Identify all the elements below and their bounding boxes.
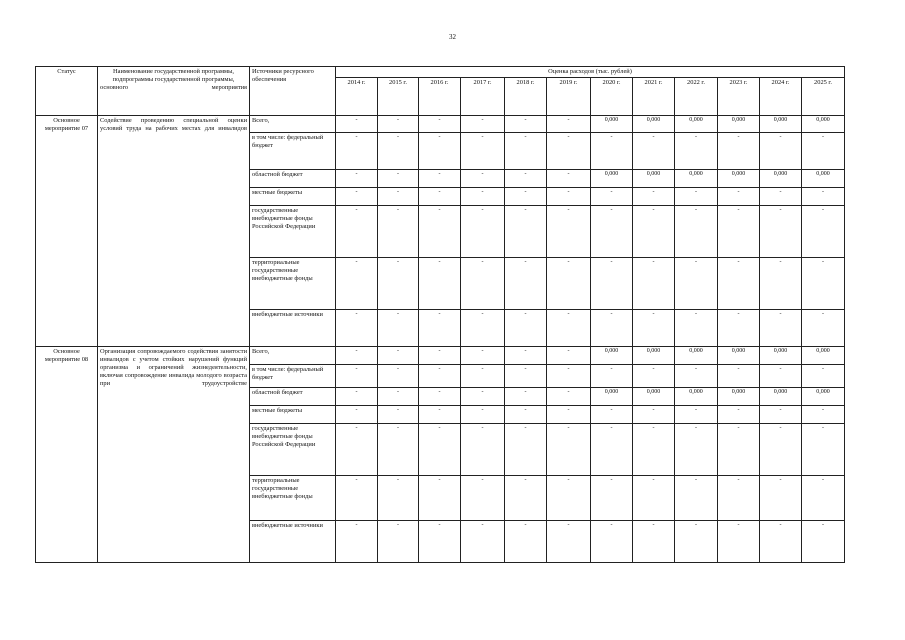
header-year: 2016 г. <box>419 78 461 116</box>
value-cell: - <box>760 424 802 476</box>
value-cell: - <box>336 388 378 406</box>
value-cell: - <box>760 133 802 170</box>
value-cell: 0,000 <box>760 388 802 406</box>
value-cell: - <box>547 388 591 406</box>
value-cell: - <box>675 310 718 347</box>
value-cell: - <box>760 521 802 563</box>
value-cell: - <box>461 188 505 206</box>
value-cell: - <box>505 133 547 170</box>
value-cell: 0,000 <box>591 347 633 365</box>
value-cell: 0,000 <box>675 170 718 188</box>
source-cell: территориальные государственные внебюджетные фонды <box>250 258 336 310</box>
value-cell: - <box>461 170 505 188</box>
value-cell: - <box>505 521 547 563</box>
value-cell: - <box>419 521 461 563</box>
value-cell: - <box>336 424 378 476</box>
source-cell: государственные внебюджетные фонды Российской Федерации <box>250 424 336 476</box>
value-cell: - <box>633 206 675 258</box>
value-cell: - <box>547 170 591 188</box>
value-cell: - <box>633 476 675 521</box>
value-cell: - <box>461 116 505 133</box>
value-cell: - <box>419 133 461 170</box>
value-cell: - <box>718 206 760 258</box>
value-cell: - <box>718 521 760 563</box>
value-cell: - <box>802 406 845 424</box>
measure-name-cell: Содействие проведению специальной оценки условий труда на рабочих местах для инвалидов <box>98 116 250 347</box>
value-cell: - <box>461 310 505 347</box>
value-cell: - <box>633 521 675 563</box>
header-year: 2023 г. <box>718 78 760 116</box>
value-cell: - <box>802 310 845 347</box>
value-cell: - <box>591 365 633 388</box>
value-cell: - <box>505 365 547 388</box>
value-cell: - <box>591 424 633 476</box>
header-year: 2025 г. <box>802 78 845 116</box>
value-cell: 0,000 <box>633 388 675 406</box>
value-cell: 0,000 <box>718 347 760 365</box>
value-cell: - <box>633 133 675 170</box>
value-cell: - <box>378 347 419 365</box>
value-cell: - <box>378 188 419 206</box>
value-cell: - <box>591 258 633 310</box>
value-cell: - <box>547 347 591 365</box>
value-cell: - <box>675 406 718 424</box>
value-cell: - <box>336 206 378 258</box>
value-cell: - <box>718 476 760 521</box>
header-estimate: Оценка расходов (тыс. рублей) <box>336 67 845 78</box>
value-cell: - <box>591 206 633 258</box>
value-cell: - <box>675 521 718 563</box>
value-cell: - <box>336 310 378 347</box>
value-cell: 0,000 <box>591 388 633 406</box>
value-cell: - <box>505 347 547 365</box>
value-cell: - <box>336 521 378 563</box>
budget-table <box>35 66 845 563</box>
value-cell: - <box>336 406 378 424</box>
table-row <box>36 116 845 133</box>
value-cell: - <box>378 388 419 406</box>
value-cell: - <box>461 347 505 365</box>
value-cell: 0,000 <box>760 170 802 188</box>
value-cell: - <box>718 133 760 170</box>
source-cell: областной бюджет <box>250 388 336 406</box>
status-cell: Основное мероприятие 07 <box>36 116 98 347</box>
value-cell: - <box>378 170 419 188</box>
value-cell: 0,000 <box>760 347 802 365</box>
value-cell: - <box>760 476 802 521</box>
value-cell: - <box>505 476 547 521</box>
value-cell: - <box>591 188 633 206</box>
value-cell: - <box>675 133 718 170</box>
value-cell: - <box>336 116 378 133</box>
value-cell: - <box>633 188 675 206</box>
value-cell: - <box>505 310 547 347</box>
source-cell: местные бюджеты <box>250 406 336 424</box>
header-year: 2019 г. <box>547 78 591 116</box>
value-cell: - <box>760 365 802 388</box>
value-cell: 0,000 <box>802 170 845 188</box>
value-cell: - <box>802 188 845 206</box>
value-cell: - <box>802 476 845 521</box>
source-cell: в том числе: федеральный бюджет <box>250 133 336 170</box>
value-cell: - <box>547 310 591 347</box>
value-cell: - <box>419 310 461 347</box>
value-cell: - <box>547 116 591 133</box>
value-cell: - <box>547 188 591 206</box>
value-cell: - <box>547 424 591 476</box>
source-cell: внебюджетные источники <box>250 521 336 563</box>
value-cell: - <box>591 406 633 424</box>
value-cell: - <box>461 365 505 388</box>
value-cell: - <box>802 365 845 388</box>
value-cell: - <box>378 310 419 347</box>
value-cell: - <box>461 133 505 170</box>
value-cell: - <box>378 476 419 521</box>
value-cell: - <box>675 424 718 476</box>
source-cell: в том числе: федеральный бюджет <box>250 365 336 388</box>
header-sources: Источники ресурсного обеспечения <box>250 67 336 116</box>
value-cell: 0,000 <box>591 116 633 133</box>
header-year: 2020 г. <box>591 78 633 116</box>
header-year: 2014 г. <box>336 78 378 116</box>
value-cell: - <box>633 310 675 347</box>
value-cell: - <box>378 206 419 258</box>
value-cell: - <box>802 424 845 476</box>
value-cell: 0,000 <box>802 388 845 406</box>
value-cell: - <box>547 476 591 521</box>
value-cell: - <box>336 347 378 365</box>
value-cell: - <box>505 406 547 424</box>
value-cell: - <box>718 188 760 206</box>
value-cell: - <box>336 170 378 188</box>
value-cell: - <box>378 424 419 476</box>
page-number: 32 <box>449 33 456 41</box>
value-cell: - <box>461 206 505 258</box>
value-cell: - <box>760 206 802 258</box>
value-cell: 0,000 <box>802 116 845 133</box>
value-cell: - <box>760 406 802 424</box>
value-cell: - <box>505 206 547 258</box>
value-cell: - <box>419 406 461 424</box>
header-year: 2017 г. <box>461 78 505 116</box>
value-cell: - <box>633 406 675 424</box>
value-cell: 0,000 <box>633 347 675 365</box>
value-cell: 0,000 <box>675 116 718 133</box>
source-cell: территориальные государственные внебюджетные фонды <box>250 476 336 521</box>
value-cell: - <box>505 258 547 310</box>
value-cell: - <box>718 424 760 476</box>
value-cell: - <box>505 424 547 476</box>
value-cell: 0,000 <box>633 170 675 188</box>
value-cell: - <box>419 206 461 258</box>
value-cell: 0,000 <box>675 347 718 365</box>
value-cell: 0,000 <box>718 170 760 188</box>
value-cell: - <box>591 310 633 347</box>
measure-name-cell: Организация сопровождаемого содействия занятости инвалидов с учетом стойких нарушений функций организма и ограничений жизнедеятельности, включая сопровождение инвалида молодого возраста при трудоустройстве <box>98 347 250 563</box>
value-cell: - <box>419 258 461 310</box>
header-year: 2022 г. <box>675 78 718 116</box>
value-cell: - <box>419 476 461 521</box>
value-cell: - <box>461 521 505 563</box>
value-cell: - <box>336 133 378 170</box>
value-cell: 0,000 <box>591 170 633 188</box>
source-cell: Всего, <box>250 347 336 365</box>
value-cell: - <box>802 206 845 258</box>
value-cell: - <box>675 365 718 388</box>
value-cell: - <box>802 258 845 310</box>
value-cell: - <box>591 476 633 521</box>
source-cell: местные бюджеты <box>250 188 336 206</box>
value-cell: - <box>718 406 760 424</box>
value-cell: - <box>547 406 591 424</box>
value-cell: - <box>547 365 591 388</box>
value-cell: - <box>419 170 461 188</box>
value-cell: - <box>633 258 675 310</box>
status-cell: Основное мероприятие 08 <box>36 347 98 563</box>
value-cell: - <box>633 365 675 388</box>
value-cell: - <box>505 388 547 406</box>
source-cell: государственные внебюджетные фонды Российской Федерации <box>250 206 336 258</box>
value-cell: 0,000 <box>633 116 675 133</box>
value-cell: - <box>760 188 802 206</box>
value-cell: - <box>633 424 675 476</box>
value-cell: - <box>760 310 802 347</box>
value-cell: - <box>718 258 760 310</box>
value-cell: 0,000 <box>760 116 802 133</box>
source-cell: Всего, <box>250 116 336 133</box>
value-cell: - <box>461 406 505 424</box>
value-cell: - <box>419 188 461 206</box>
value-cell: - <box>419 424 461 476</box>
value-cell: - <box>419 365 461 388</box>
header-name: Наименование государственной программы, подпрограммы государственной программы, основного мероприятия <box>98 67 250 116</box>
value-cell: - <box>378 365 419 388</box>
header-year: 2024 г. <box>760 78 802 116</box>
value-cell: - <box>419 116 461 133</box>
value-cell: - <box>461 476 505 521</box>
value-cell: 0,000 <box>718 388 760 406</box>
table-row <box>36 347 845 365</box>
value-cell: - <box>461 424 505 476</box>
value-cell: - <box>378 406 419 424</box>
value-cell: - <box>378 521 419 563</box>
source-cell: внебюджетные источники <box>250 310 336 347</box>
value-cell: - <box>505 188 547 206</box>
value-cell: - <box>718 310 760 347</box>
value-cell: - <box>802 521 845 563</box>
value-cell: 0,000 <box>675 388 718 406</box>
value-cell: - <box>547 521 591 563</box>
value-cell: - <box>336 188 378 206</box>
value-cell: - <box>419 388 461 406</box>
value-cell: - <box>378 133 419 170</box>
value-cell: - <box>547 258 591 310</box>
value-cell: - <box>336 365 378 388</box>
value-cell: - <box>461 388 505 406</box>
value-cell: - <box>675 206 718 258</box>
header-year: 2015 г. <box>378 78 419 116</box>
value-cell: - <box>378 116 419 133</box>
value-cell: - <box>505 170 547 188</box>
value-cell: - <box>591 521 633 563</box>
value-cell: - <box>718 365 760 388</box>
value-cell: - <box>675 258 718 310</box>
value-cell: - <box>336 476 378 521</box>
value-cell: - <box>802 133 845 170</box>
value-cell: - <box>419 347 461 365</box>
value-cell: - <box>378 258 419 310</box>
value-cell: - <box>591 133 633 170</box>
value-cell: - <box>505 116 547 133</box>
value-cell: - <box>675 188 718 206</box>
value-cell: - <box>547 133 591 170</box>
value-cell: - <box>547 206 591 258</box>
source-cell: областной бюджет <box>250 170 336 188</box>
value-cell: - <box>461 258 505 310</box>
value-cell: - <box>336 258 378 310</box>
header-status: Статус <box>36 67 98 116</box>
header-year: 2018 г. <box>505 78 547 116</box>
header-year: 2021 г. <box>633 78 675 116</box>
value-cell: 0,000 <box>718 116 760 133</box>
value-cell: - <box>760 258 802 310</box>
value-cell: 0,000 <box>802 347 845 365</box>
value-cell: - <box>675 476 718 521</box>
